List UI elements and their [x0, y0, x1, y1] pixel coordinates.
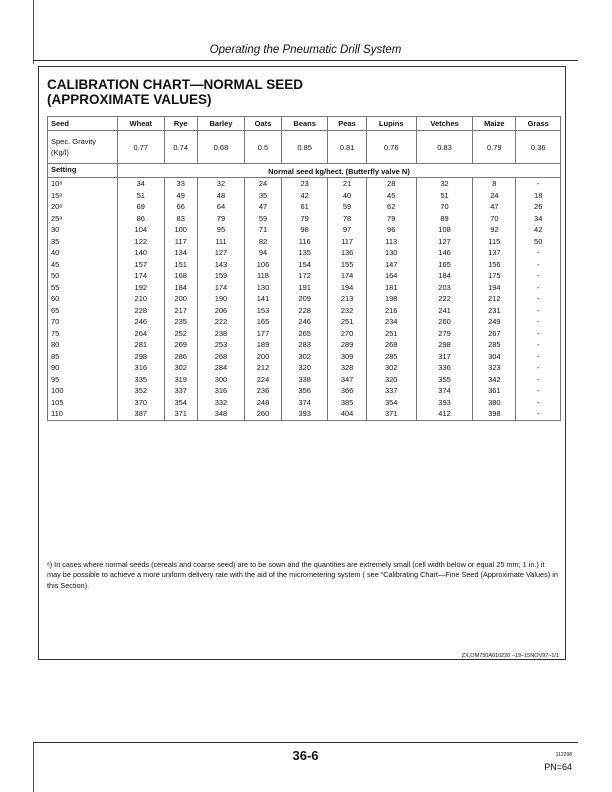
rate-cell: 111: [197, 236, 244, 248]
rate-cell: 137: [473, 247, 516, 259]
rate-cell: 184: [416, 270, 473, 282]
rate-cell: 206: [197, 305, 244, 317]
rate-cell: 285: [473, 339, 516, 351]
rate-cell: 248: [245, 397, 282, 409]
rate-cell: -: [516, 247, 561, 259]
rate-cell: 279: [416, 328, 473, 340]
rate-cell: 130: [366, 247, 416, 259]
rate-cell: 61: [281, 201, 328, 213]
running-header: Operating the Pneumatic Drill System: [209, 44, 402, 56]
gravity-value: 0.83: [416, 131, 473, 164]
chart-title: [47, 77, 303, 107]
calibration-chart-box: [38, 66, 566, 660]
table-row: [48, 339, 561, 351]
rate-cell: 337: [366, 385, 416, 397]
rate-cell: 398: [473, 408, 516, 420]
rate-cell: 135: [281, 247, 328, 259]
rate-cell: 212: [473, 293, 516, 305]
rate-cell: 198: [366, 293, 416, 305]
table-row: [48, 282, 561, 294]
rate-cell: 104: [118, 224, 165, 236]
calibration-table: [47, 116, 561, 421]
rate-cell: 174: [328, 270, 366, 282]
setting-value: 100: [48, 385, 118, 397]
rate-cell: 32: [197, 178, 244, 190]
rate-cell: 209: [281, 293, 328, 305]
rate-cell: 260: [245, 408, 282, 420]
rate-cell: 210: [118, 293, 165, 305]
rate-cell: 253: [197, 339, 244, 351]
gravity-value: 0.76: [366, 131, 416, 164]
table-row: [48, 397, 561, 409]
rate-cell: 122: [118, 236, 165, 248]
footnote: ᵃ) In cases where normal seeds (cereals and coarse seed) are to be sown and the quantities are extremely small (cell width below or equal 25 mm; 1 in.) it may be possible to achieve a more uniform delivery rate with the aid of the micrometering system ( see “Calibrating Chart—Fine Seed (Approximate Values) in this Section).: [47, 560, 558, 590]
rate-cell: 336: [416, 362, 473, 374]
rate-cell: 252: [164, 328, 197, 340]
rate-cell: 191: [281, 282, 328, 294]
header-rule: [33, 60, 578, 61]
rate-cell: 200: [164, 293, 197, 305]
rate-cell: 393: [281, 408, 328, 420]
rate-cell: 141: [245, 293, 282, 305]
rate-cell: 51: [416, 190, 473, 202]
rate-cell: 387: [118, 408, 165, 420]
rate-cell: 147: [366, 259, 416, 271]
rate-cell: 8: [473, 178, 516, 190]
rate-cell: 154: [281, 259, 328, 271]
table-row: [48, 351, 561, 363]
rate-cell: 106: [245, 259, 282, 271]
rate-cell: 203: [416, 282, 473, 294]
table-row: [48, 178, 561, 190]
column-header: Oats: [245, 117, 282, 131]
rate-cell: 380: [473, 397, 516, 409]
table-row: [48, 213, 561, 225]
rate-cell: 249: [473, 316, 516, 328]
rate-cell: 265: [281, 328, 328, 340]
rate-cell: 246: [118, 316, 165, 328]
rate-cell: 355: [416, 374, 473, 386]
table-row: [48, 270, 561, 282]
gravity-label: Spec. Gravity (Kg/l): [48, 131, 118, 164]
rate-cell: 323: [473, 362, 516, 374]
rate-cell: 286: [164, 351, 197, 363]
rate-cell: 267: [473, 328, 516, 340]
rate-cell: 78: [328, 213, 366, 225]
setting-value: 90: [48, 362, 118, 374]
rate-cell: 136: [328, 247, 366, 259]
column-header: Rye: [164, 117, 197, 131]
setting-value: 25ᵃ: [48, 213, 118, 225]
rate-cell: 146: [416, 247, 473, 259]
rate-cell: 246: [281, 316, 328, 328]
setting-value: 45: [48, 259, 118, 271]
rate-cell: -: [516, 397, 561, 409]
rate-cell: 284: [197, 362, 244, 374]
gravity-value: 0.81: [328, 131, 366, 164]
rate-cell: 47: [245, 201, 282, 213]
rate-cell: 98: [281, 224, 328, 236]
rate-cell: -: [516, 339, 561, 351]
rate-cell: 28: [366, 178, 416, 190]
rate-cell: 184: [164, 282, 197, 294]
rate-cell: 34: [516, 213, 561, 225]
footer-rule: [33, 742, 578, 743]
rate-cell: 140: [118, 247, 165, 259]
rate-cell: 143: [197, 259, 244, 271]
rate-cell: 156: [473, 259, 516, 271]
rate-cell: 24: [245, 178, 282, 190]
rate-cell: 354: [366, 397, 416, 409]
rate-cell: 79: [281, 213, 328, 225]
rate-cell: 216: [366, 305, 416, 317]
table-row: [48, 259, 561, 271]
rate-cell: 302: [366, 362, 416, 374]
rate-cell: 316: [118, 362, 165, 374]
setting-value: 40: [48, 247, 118, 259]
rate-cell: 69: [118, 201, 165, 213]
setting-label: Setting: [48, 164, 118, 178]
rate-cell: 47: [473, 201, 516, 213]
page-number: 36-6: [292, 748, 319, 763]
setting-row: [48, 164, 561, 178]
rate-cell: 361: [473, 385, 516, 397]
rate-cell: 404: [328, 408, 366, 420]
table-row: [48, 201, 561, 213]
rate-cell: 289: [328, 339, 366, 351]
chart-title-line2: (APPROXIMATE VALUES): [47, 92, 212, 107]
rate-cell: 298: [118, 351, 165, 363]
rate-cell: 42: [516, 224, 561, 236]
rate-cell: 79: [366, 213, 416, 225]
column-header: Grass: [516, 117, 561, 131]
setting-value: 10ᵃ: [48, 178, 118, 190]
rate-cell: 62: [366, 201, 416, 213]
rate-cell: 175: [473, 270, 516, 282]
rate-cell: 49: [164, 190, 197, 202]
seed-label: Seed: [48, 117, 118, 131]
column-header: Barley: [197, 117, 244, 131]
rate-cell: 66: [164, 201, 197, 213]
gravity-value: 0.77: [118, 131, 165, 164]
rate-cell: 71: [245, 224, 282, 236]
rate-cell: 33: [164, 178, 197, 190]
rate-cell: 108: [416, 224, 473, 236]
table-row: [48, 316, 561, 328]
gravity-value: 0.85: [281, 131, 328, 164]
rate-cell: 86: [118, 213, 165, 225]
rate-cell: 231: [473, 305, 516, 317]
rate-cell: 153: [245, 305, 282, 317]
rate-cell: 328: [328, 362, 366, 374]
rate-cell: 51: [118, 190, 165, 202]
gravity-value: 0.5: [245, 131, 282, 164]
rate-cell: 217: [164, 305, 197, 317]
rate-cell: 374: [281, 397, 328, 409]
rate-cell: 268: [197, 351, 244, 363]
rate-cell: -: [516, 362, 561, 374]
rate-cell: 45: [366, 190, 416, 202]
column-header: Peas: [328, 117, 366, 131]
rate-cell: -: [516, 408, 561, 420]
reference-code: ZX,OM750A010220 –19–15NOV97–1/1: [461, 653, 559, 659]
table-row: [48, 293, 561, 305]
rate-cell: 309: [328, 351, 366, 363]
rate-cell: 26: [516, 201, 561, 213]
rate-cell: 412: [416, 408, 473, 420]
rate-cell: -: [516, 316, 561, 328]
rate-cell: 320: [281, 362, 328, 374]
rate-cell: 174: [197, 282, 244, 294]
seed-header-row: [48, 117, 561, 131]
rate-cell: 159: [197, 270, 244, 282]
rate-cell: 320: [366, 374, 416, 386]
rate-cell: -: [516, 259, 561, 271]
column-header: Vetches: [416, 117, 473, 131]
setting-value: 85: [48, 351, 118, 363]
rate-cell: 370: [118, 397, 165, 409]
rate-cell: 269: [164, 339, 197, 351]
table-row: [48, 247, 561, 259]
rate-cell: 92: [473, 224, 516, 236]
rate-cell: 283: [281, 339, 328, 351]
rate-cell: 164: [366, 270, 416, 282]
rate-cell: 281: [118, 339, 165, 351]
setting-value: 55: [48, 282, 118, 294]
rate-cell: 177: [245, 328, 282, 340]
rate-cell: 298: [416, 339, 473, 351]
table-row: [48, 408, 561, 420]
rate-cell: 228: [118, 305, 165, 317]
rate-cell: -: [516, 305, 561, 317]
rate-cell: 235: [164, 316, 197, 328]
table-row: [48, 374, 561, 386]
table-row: [48, 305, 561, 317]
rate-cell: 96: [366, 224, 416, 236]
rate-cell: 260: [416, 316, 473, 328]
rate-cell: 134: [164, 247, 197, 259]
rate-cell: 264: [118, 328, 165, 340]
table-row: [48, 190, 561, 202]
rate-cell: 118: [245, 270, 282, 282]
rate-cell: 393: [416, 397, 473, 409]
rate-cell: 236: [245, 385, 282, 397]
table-row: [48, 385, 561, 397]
setting-value: 15ᵃ: [48, 190, 118, 202]
rate-cell: -: [516, 270, 561, 282]
rate-cell: 82: [245, 236, 282, 248]
rate-cell: 117: [328, 236, 366, 248]
rate-cell: 35: [245, 190, 282, 202]
gravity-value: 0.74: [164, 131, 197, 164]
column-header: Wheat: [118, 117, 165, 131]
rate-cell: 117: [164, 236, 197, 248]
table-row: [48, 362, 561, 374]
rate-cell: 64: [197, 201, 244, 213]
rate-cell: 189: [245, 339, 282, 351]
rate-cell: 89: [416, 213, 473, 225]
setting-value: 105: [48, 397, 118, 409]
rate-cell: 79: [197, 213, 244, 225]
rate-cell: 100: [164, 224, 197, 236]
rate-cell: 347: [328, 374, 366, 386]
rate-cell: 319: [164, 374, 197, 386]
setting-value: 110: [48, 408, 118, 420]
rate-cell: 190: [197, 293, 244, 305]
rate-cell: 213: [328, 293, 366, 305]
rate-cell: 165: [245, 316, 282, 328]
rate-cell: 181: [366, 282, 416, 294]
rate-cell: 234: [366, 316, 416, 328]
setting-value: 80: [48, 339, 118, 351]
rate-cell: 356: [281, 385, 328, 397]
rate-cell: 40: [328, 190, 366, 202]
setting-value: 95: [48, 374, 118, 386]
rate-cell: 59: [328, 201, 366, 213]
rate-cell: 23: [281, 178, 328, 190]
rate-cell: 222: [197, 316, 244, 328]
rate-cell: -: [516, 282, 561, 294]
rate-cell: 34: [118, 178, 165, 190]
rate-cell: 127: [197, 247, 244, 259]
date-code: 112298: [555, 752, 572, 758]
rate-cell: 338: [281, 374, 328, 386]
rate-cell: 238: [197, 328, 244, 340]
setting-value: 65: [48, 305, 118, 317]
gravity-value: 0.68: [197, 131, 244, 164]
rate-cell: 342: [473, 374, 516, 386]
rate-cell: 337: [164, 385, 197, 397]
rate-cell: 302: [164, 362, 197, 374]
rate-cell: 70: [416, 201, 473, 213]
rate-cell: 42: [281, 190, 328, 202]
rate-cell: 59: [245, 213, 282, 225]
rate-cell: 232: [328, 305, 366, 317]
rate-cell: -: [516, 351, 561, 363]
rate-cell: 285: [366, 351, 416, 363]
rate-cell: 200: [245, 351, 282, 363]
rate-cell: -: [516, 293, 561, 305]
rate-cell: 174: [118, 270, 165, 282]
rate-cell: 151: [164, 259, 197, 271]
rate-cell: 212: [245, 362, 282, 374]
rate-cell: 172: [281, 270, 328, 282]
setting-value: 50: [48, 270, 118, 282]
setting-value: 20ᵃ: [48, 201, 118, 213]
setting-value: 70: [48, 316, 118, 328]
rate-cell: 251: [366, 328, 416, 340]
rate-cell: 332: [197, 397, 244, 409]
chart-title-line1: CALIBRATION CHART—NORMAL SEED: [47, 77, 303, 92]
rate-cell: 300: [197, 374, 244, 386]
rate-cell: 371: [366, 408, 416, 420]
rate-cell: 155: [328, 259, 366, 271]
rate-cell: 251: [328, 316, 366, 328]
rate-cell: 21: [328, 178, 366, 190]
rate-cell: -: [516, 178, 561, 190]
rate-cell: 130: [245, 282, 282, 294]
rate-cell: -: [516, 328, 561, 340]
rate-cell: 316: [197, 385, 244, 397]
rate-cell: 18: [516, 190, 561, 202]
rate-cell: 70: [473, 213, 516, 225]
rate-cell: 116: [281, 236, 328, 248]
rate-cell: 48: [197, 190, 244, 202]
rate-cell: 335: [118, 374, 165, 386]
pn-code: PN=64: [544, 762, 572, 772]
rate-cell: 241: [416, 305, 473, 317]
setting-value: 75: [48, 328, 118, 340]
rate-cell: 194: [328, 282, 366, 294]
column-header: Lupins: [366, 117, 416, 131]
rate-cell: 168: [164, 270, 197, 282]
rate-cell: 94: [245, 247, 282, 259]
table-row: [48, 328, 561, 340]
rate-cell: 224: [245, 374, 282, 386]
table-row: [48, 236, 561, 248]
rate-cell: 374: [416, 385, 473, 397]
rate-cell: 194: [473, 282, 516, 294]
setting-value: 30: [48, 224, 118, 236]
setting-value: 60: [48, 293, 118, 305]
rate-cell: 83: [164, 213, 197, 225]
rate-cell: 24: [473, 190, 516, 202]
rate-cell: 228: [281, 305, 328, 317]
setting-value: 35: [48, 236, 118, 248]
rate-cell: 270: [328, 328, 366, 340]
gravity-row: [48, 131, 561, 164]
rate-cell: 127: [416, 236, 473, 248]
rate-cell: 97: [328, 224, 366, 236]
rate-cell: -: [516, 374, 561, 386]
rate-cell: 32: [416, 178, 473, 190]
rate-cell: 366: [328, 385, 366, 397]
rate-cell: 302: [281, 351, 328, 363]
column-header: Maize: [473, 117, 516, 131]
rate-cell: 165: [416, 259, 473, 271]
rate-cell: 222: [416, 293, 473, 305]
unit-label: Normal seed kg/hect. (Butterfly valve N): [118, 164, 561, 178]
rate-cell: 371: [164, 408, 197, 420]
rate-cell: -: [516, 385, 561, 397]
rate-cell: 354: [164, 397, 197, 409]
gravity-value: 0.79: [473, 131, 516, 164]
rate-cell: 113: [366, 236, 416, 248]
rate-cell: 192: [118, 282, 165, 294]
rate-cell: 95: [197, 224, 244, 236]
rate-cell: 317: [416, 351, 473, 363]
column-header: Beans: [281, 117, 328, 131]
rate-cell: 385: [328, 397, 366, 409]
gravity-value: 0.36: [516, 131, 561, 164]
rate-cell: 304: [473, 351, 516, 363]
rate-cell: 50: [516, 236, 561, 248]
rate-cell: 157: [118, 259, 165, 271]
table-row: [48, 224, 561, 236]
rate-cell: 115: [473, 236, 516, 248]
rate-cell: 352: [118, 385, 165, 397]
rate-cell: 348: [197, 408, 244, 420]
rate-cell: 268: [366, 339, 416, 351]
